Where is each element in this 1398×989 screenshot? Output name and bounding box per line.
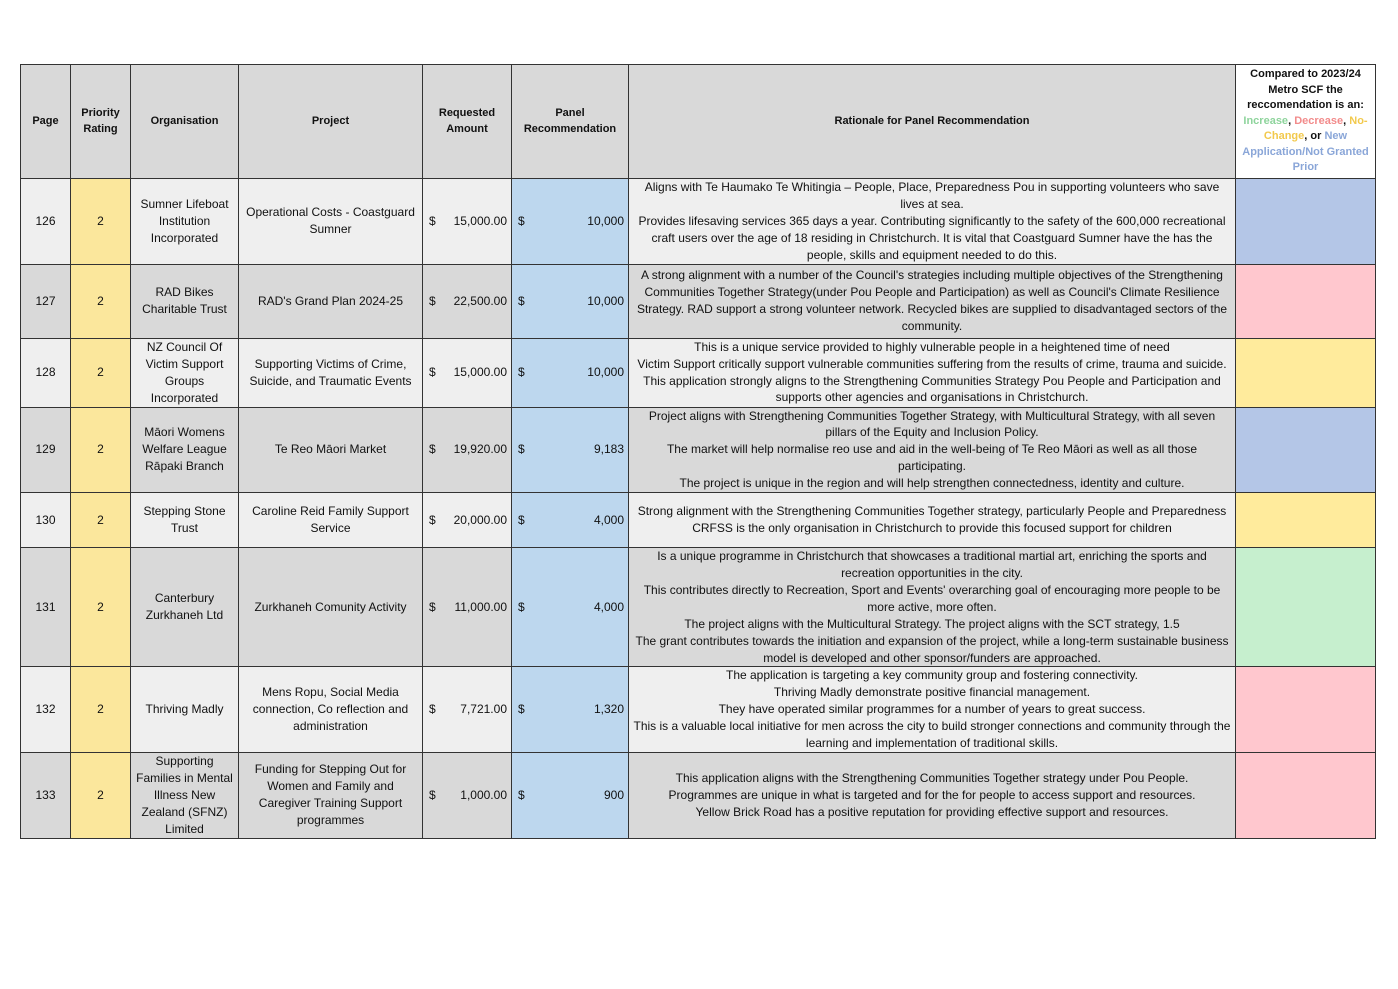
header-row <box>21 65 1376 179</box>
project-name: Zurkhaneh Comunity Activity <box>239 548 423 667</box>
legend-or: or <box>1310 130 1322 143</box>
rationale-line: Strong alignment with the Strengthening Communities Together strategy, particularly People and Preparedness <box>637 504 1227 519</box>
organisation-name: NZ Council Of Victim Support Groups Incorporated <box>131 338 239 407</box>
header-panel-recommendation: Panel Recommendation <box>512 65 629 179</box>
project-name: Caroline Reid Family Support Service <box>239 493 423 548</box>
header-requested-amount: Requested Amount <box>423 65 512 179</box>
currency-symbol: $ <box>518 213 525 228</box>
panel-recommendation-value: 10,000 <box>587 293 624 308</box>
currency-symbol: $ <box>429 365 436 380</box>
comparison-indicator <box>1236 179 1376 265</box>
rationale-line: Is a unique programme in Christchurch that showcases a traditional martial art, enriching the sports and recreation opportunities in the city. <box>657 549 1207 580</box>
rationale-line: Aligns with Te Haumako Te Whitingia – People, Place, Preparedness Pou in supporting volunteers who save lives at sea. <box>644 180 1220 211</box>
legend-comma: , <box>1343 114 1347 127</box>
requested-amount <box>423 179 512 265</box>
requested-amount-value: 15,000.00 <box>453 213 507 228</box>
currency-symbol: $ <box>429 702 436 717</box>
currency-symbol: $ <box>429 787 436 802</box>
currency-symbol: $ <box>518 702 525 717</box>
legend-no-change: No-Change <box>1263 114 1368 143</box>
rationale-line: This application aligns with the Strengthening Communities Together strategy under Pou People. <box>675 771 1189 786</box>
header-comparison-legend <box>1236 65 1376 179</box>
requested-amount <box>423 264 512 338</box>
rationale-line: This is a valuable local initiative for men across the city to build stronger connections and community through the learning and implementation of traditional skills. <box>633 719 1231 751</box>
rationale <box>629 667 1236 753</box>
table-row <box>21 493 1376 548</box>
page-number: 128 <box>21 338 71 407</box>
comparison-indicator <box>1236 752 1376 838</box>
panel-recommendation-value: 4,000 <box>593 599 624 614</box>
currency-symbol: $ <box>518 787 525 802</box>
panel-recommendation-value: 4,000 <box>593 512 624 527</box>
rationale-line: Programmes are unique in what is targeted and for the for people to access support and resources. <box>668 787 1196 802</box>
rationale <box>629 407 1236 493</box>
rationale-line: This contributes directly to Recreation, Sport and Events' overarching goal of encouraging more people to be more active, more often. <box>643 582 1221 614</box>
requested-amount-value: 11,000.00 <box>454 599 507 614</box>
requested-amount-value: 22,500.00 <box>453 293 507 308</box>
panel-recommendation <box>512 667 629 753</box>
priority-rating: 2 <box>71 493 131 548</box>
rationale <box>629 548 1236 667</box>
page-number: 129 <box>21 407 71 493</box>
rationale <box>629 179 1236 265</box>
priority-rating: 2 <box>71 752 131 838</box>
requested-amount <box>423 493 512 548</box>
rationale <box>629 752 1236 838</box>
currency-symbol: $ <box>518 365 525 380</box>
panel-recommendation <box>512 407 629 493</box>
organisation-name: Thriving Madly <box>131 667 239 753</box>
comparison-indicator <box>1236 264 1376 338</box>
panel-recommendation-value: 1,320 <box>593 702 624 717</box>
panel-recommendation <box>512 179 629 265</box>
page-number: 126 <box>21 179 71 265</box>
rationale-line: They have operated similar programmes for a number of years to great success. <box>718 702 1146 717</box>
panel-recommendation <box>512 338 629 407</box>
rationale-line: CRFSS is the only organisation in Christchurch to provide this focused support for children <box>692 521 1172 536</box>
panel-recommendation-value: 900 <box>603 787 624 802</box>
project-name: Operational Costs - Coastguard Sumner <box>239 179 423 265</box>
rationale <box>629 493 1236 548</box>
rationale-line: The project aligns with the Multicultural Strategy. The project aligns with the SCT strategy, 1.5 <box>684 616 1180 631</box>
requested-amount-value: 20,000.00 <box>453 512 507 527</box>
header-project: Project <box>239 65 423 179</box>
table-row <box>21 667 1376 753</box>
requested-amount-value: 1,000.00 <box>460 787 507 802</box>
comparison-indicator <box>1236 493 1376 548</box>
table-row <box>21 752 1376 838</box>
rationale-line: Victim Support critically support vulnerable communities suffering from the results of crime, trauma and suicide. <box>637 356 1227 371</box>
rationale-line: Thriving Madly demonstrate positive financial management. <box>773 685 1091 700</box>
rationale-line: Provides lifesaving services 365 days a year. Contributing significantly to the safety of the 600,000 recreational craft users over the age of 18 residing in Christchurch. It is vital that Coastguard Sumner have the has the people, skills and equipment needed to do this. <box>638 213 1226 262</box>
legend-comma: , <box>1304 130 1308 143</box>
header-rationale: Rationale for Panel Recommendation <box>629 65 1236 179</box>
panel-recommendation <box>512 493 629 548</box>
requested-amount <box>423 338 512 407</box>
legend-decrease: Decrease <box>1294 114 1344 127</box>
legend-increase: Increase <box>1243 114 1289 127</box>
currency-symbol: $ <box>429 442 436 457</box>
panel-recommendation-value: 9,183 <box>593 442 624 457</box>
table-row <box>21 264 1376 338</box>
currency-symbol: $ <box>429 512 436 527</box>
panel-recommendation <box>512 548 629 667</box>
rationale-line: This application strongly aligns to the Strengthening Communities Strategy Pou People and Participation and supports other agencies and organisations in Christchurch. <box>643 373 1221 405</box>
panel-recommendation <box>512 752 629 838</box>
requested-amount <box>423 548 512 667</box>
page-number: 127 <box>21 264 71 338</box>
requested-amount-value: 7,721.00 <box>460 702 507 717</box>
legend-prefix: Compared to 2023/24 Metro SCF the reccomendation is an: <box>1247 68 1364 112</box>
comparison-indicator <box>1236 548 1376 667</box>
requested-amount <box>423 667 512 753</box>
rationale-line: A strong alignment with a number of the Council's strategies including multiple objectives of the Strengthening Communities Together Strategy(under Pou People and Participation) as well as Council's Climate Resilience Strategy. RAD support a strong volunteer network. Recycled bikes are supplied to disadvantaged sectors of the community. <box>636 268 1228 333</box>
project-name: Supporting Victims of Crime, Suicide, and Traumatic Events <box>239 338 423 407</box>
header-organisation: Organisation <box>131 65 239 179</box>
page-number: 133 <box>21 752 71 838</box>
currency-symbol: $ <box>518 512 525 527</box>
organisation-name: Supporting Families in Mental Illness New Zealand (SFNZ) Limited <box>131 752 239 838</box>
priority-rating: 2 <box>71 338 131 407</box>
priority-rating: 2 <box>71 264 131 338</box>
header-page: Page <box>21 65 71 179</box>
organisation-name: RAD Bikes Charitable Trust <box>131 264 239 338</box>
table-row <box>21 407 1376 493</box>
rationale-line: The application is targeting a key community group and fostering connectivity. <box>726 668 1138 683</box>
priority-rating: 2 <box>71 667 131 753</box>
currency-symbol: $ <box>429 293 436 308</box>
rationale-line: The project is unique in the region and will help strengthen connectedness, identity and culture. <box>679 476 1185 491</box>
priority-rating: 2 <box>71 179 131 265</box>
table-row <box>21 179 1376 265</box>
currency-symbol: $ <box>429 599 436 614</box>
table-row <box>21 548 1376 667</box>
requested-amount-value: 15,000.00 <box>453 365 507 380</box>
currency-symbol: $ <box>518 442 525 457</box>
priority-rating: 2 <box>71 548 131 667</box>
comparison-indicator <box>1236 407 1376 493</box>
organisation-name: Stepping Stone Trust <box>131 493 239 548</box>
rationale-line: The grant contributes towards the initiation and expansion of the project, while a long-term sustainable business model is developed and other sponsor/funders are approached. <box>635 633 1229 665</box>
panel-recommendation <box>512 264 629 338</box>
currency-symbol: $ <box>429 213 436 228</box>
legend-comma: , <box>1288 114 1292 127</box>
rationale-line: Project aligns with Strengthening Communities Together Strategy, with Multicultural Strategy, with all seven pillars of the Equity and Inclusion Policy. <box>648 408 1216 440</box>
panel-recommendation-value: 10,000 <box>587 213 624 228</box>
rationale <box>629 338 1236 407</box>
organisation-name: Māori Womens Welfare League Rāpaki Branch <box>131 407 239 493</box>
legend-new-application: New Application/Not Granted Prior <box>1242 130 1369 174</box>
rationale-line: Yellow Brick Road has a positive reputation for providing effective support and resources. <box>695 804 1169 819</box>
project-name: RAD's Grand Plan 2024-25 <box>239 264 423 338</box>
project-name: Te Reo Māori Market <box>239 407 423 493</box>
requested-amount <box>423 407 512 493</box>
funding-recommendations-table <box>20 64 1376 839</box>
organisation-name: Canterbury Zurkhaneh Ltd <box>131 548 239 667</box>
comparison-indicator <box>1236 338 1376 407</box>
table-row <box>21 338 1376 407</box>
comparison-indicator <box>1236 667 1376 753</box>
panel-recommendation-value: 10,000 <box>587 365 624 380</box>
requested-amount-value: 19,920.00 <box>453 442 507 457</box>
rationale-line: The market will help normalise reo use and aid in the well-being of Te Reo Māori as well as all those participating. <box>666 442 1198 474</box>
rationale <box>629 264 1236 338</box>
rationale-line: This is a unique service provided to highly vulnerable people in a heightened time of need <box>694 339 1170 354</box>
page-number: 132 <box>21 667 71 753</box>
project-name: Mens Ropu, Social Media connection, Co reflection and administration <box>239 667 423 753</box>
project-name: Funding for Stepping Out for Women and Family and Caregiver Training Support programmes <box>239 752 423 838</box>
currency-symbol: $ <box>518 293 525 308</box>
priority-rating: 2 <box>71 407 131 493</box>
currency-symbol: $ <box>518 599 525 614</box>
organisation-name: Sumner Lifeboat Institution Incorporated <box>131 179 239 265</box>
page-number: 131 <box>21 548 71 667</box>
header-priority-rating: Priority Rating <box>71 65 131 179</box>
page-number: 130 <box>21 493 71 548</box>
requested-amount <box>423 752 512 838</box>
